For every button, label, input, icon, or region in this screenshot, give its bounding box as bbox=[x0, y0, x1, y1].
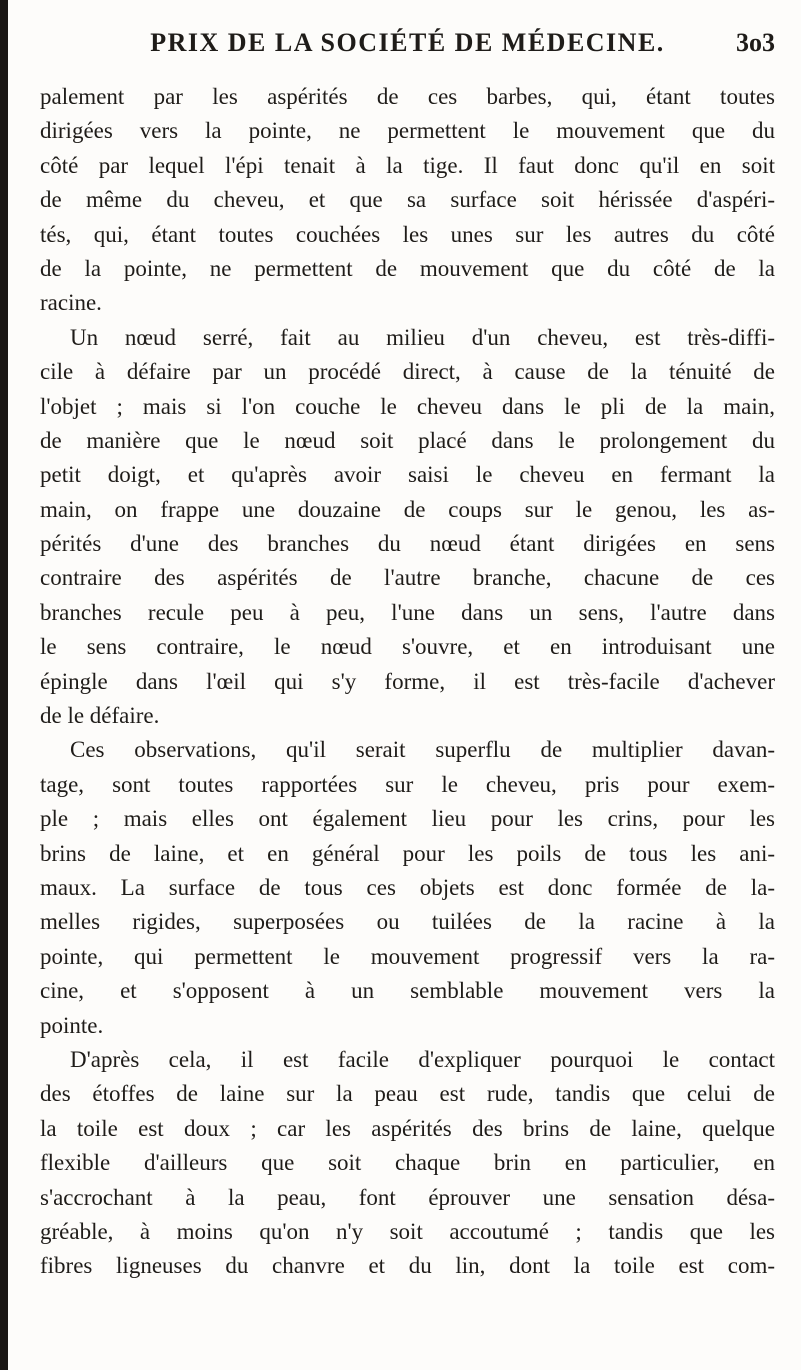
text-line: petit doigt, et qu'après avoir saisi le cheveu en fermant la bbox=[40, 462, 775, 488]
text-line: flexible d'ailleurs que soit chaque brin en particulier, en bbox=[40, 1150, 775, 1176]
text-line: Un nœud serré, fait au milieu d'un cheveu, est très-diffi- bbox=[70, 324, 775, 350]
text-line: cine, et s'opposent à un semblable mouvement vers la bbox=[40, 978, 775, 1004]
text-line: côté par lequel l'épi tenait à la tige. Il faut donc qu'il en soit bbox=[40, 152, 775, 178]
text-line: des étoffes de laine sur la peau est rude, tandis que celui de bbox=[40, 1081, 775, 1107]
text-line: l'objet ; mais si l'on couche le cheveu dans le pli de la main, bbox=[40, 393, 775, 419]
text-line: palement par les aspérités de ces barbes, qui, étant toutes bbox=[40, 84, 775, 109]
running-title: PRIX DE LA SOCIÉTÉ DE MÉDECINE. bbox=[150, 28, 665, 57]
text-line: main, on frappe une douzaine de coups sur le genou, les as- bbox=[40, 496, 775, 522]
text-line: pointe. bbox=[40, 1012, 104, 1038]
page-spine-shadow bbox=[0, 0, 8, 1370]
text-line: fibres ligneuses du chanvre et du lin, dont la toile est com- bbox=[40, 1253, 775, 1279]
text-line: de le défaire. bbox=[40, 703, 160, 729]
text-line: contraire des aspérités de l'autre branche, chacune de ces bbox=[40, 565, 775, 591]
text-line: racine. bbox=[40, 290, 102, 316]
text-line: de la pointe, ne permettent de mouvement que du côté de la bbox=[40, 255, 775, 281]
text-line: gréable, à moins qu'on n'y soit accoutumé ; tandis que les bbox=[40, 1218, 775, 1244]
text-line: la toile est doux ; car les aspérités des brins de laine, quelque bbox=[40, 1115, 775, 1141]
text-line: maux. La surface de tous ces objets est donc formée de la- bbox=[40, 874, 775, 900]
text-line: tage, sont toutes rapportées sur le cheveu, pris pour exem- bbox=[40, 771, 775, 797]
page-header bbox=[40, 28, 775, 68]
text-line: s'accrochant à la peau, font éprouver une sensation désa- bbox=[40, 1184, 775, 1210]
text-line: D'après cela, il est facile d'expliquer pourquoi le contact bbox=[70, 1046, 775, 1072]
text-line: le sens contraire, le nœud s'ouvre, et en introduisant une bbox=[40, 634, 775, 660]
text-line: branches recule peu à peu, l'une dans un sens, l'autre dans bbox=[40, 599, 775, 625]
text-line: tés, qui, étant toutes couchées les unes sur les autres du côté bbox=[40, 221, 775, 247]
text-line: ple ; mais elles ont également lieu pour les crins, pour les bbox=[40, 806, 775, 832]
text-line: melles rigides, superposées ou tuilées de la racine à la bbox=[40, 909, 775, 935]
body-text bbox=[40, 80, 775, 1284]
text-line: cile à défaire par un procédé direct, à cause de la ténuité de bbox=[40, 359, 775, 385]
text-line: pointe, qui permettent le mouvement progressif vers la ra- bbox=[40, 943, 775, 969]
text-line: brins de laine, et en général pour les poils de tous les ani- bbox=[40, 840, 775, 866]
text-line: de manière que le nœud soit placé dans le prolongement du bbox=[40, 427, 775, 453]
text-line: dirigées vers la pointe, ne permettent le mouvement que du bbox=[40, 118, 775, 144]
text-line: pérités d'une des branches du nœud étant dirigées en sens bbox=[40, 531, 775, 557]
text-line: épingle dans l'œil qui s'y forme, il est très-facile d'achever bbox=[40, 668, 775, 694]
text-line: de même du cheveu, et que sa surface soit hérissée d'aspéri- bbox=[40, 187, 775, 213]
page-number: 3o3 bbox=[736, 28, 775, 57]
text-line: Ces observations, qu'il serait superflu de multiplier davan- bbox=[70, 737, 775, 763]
